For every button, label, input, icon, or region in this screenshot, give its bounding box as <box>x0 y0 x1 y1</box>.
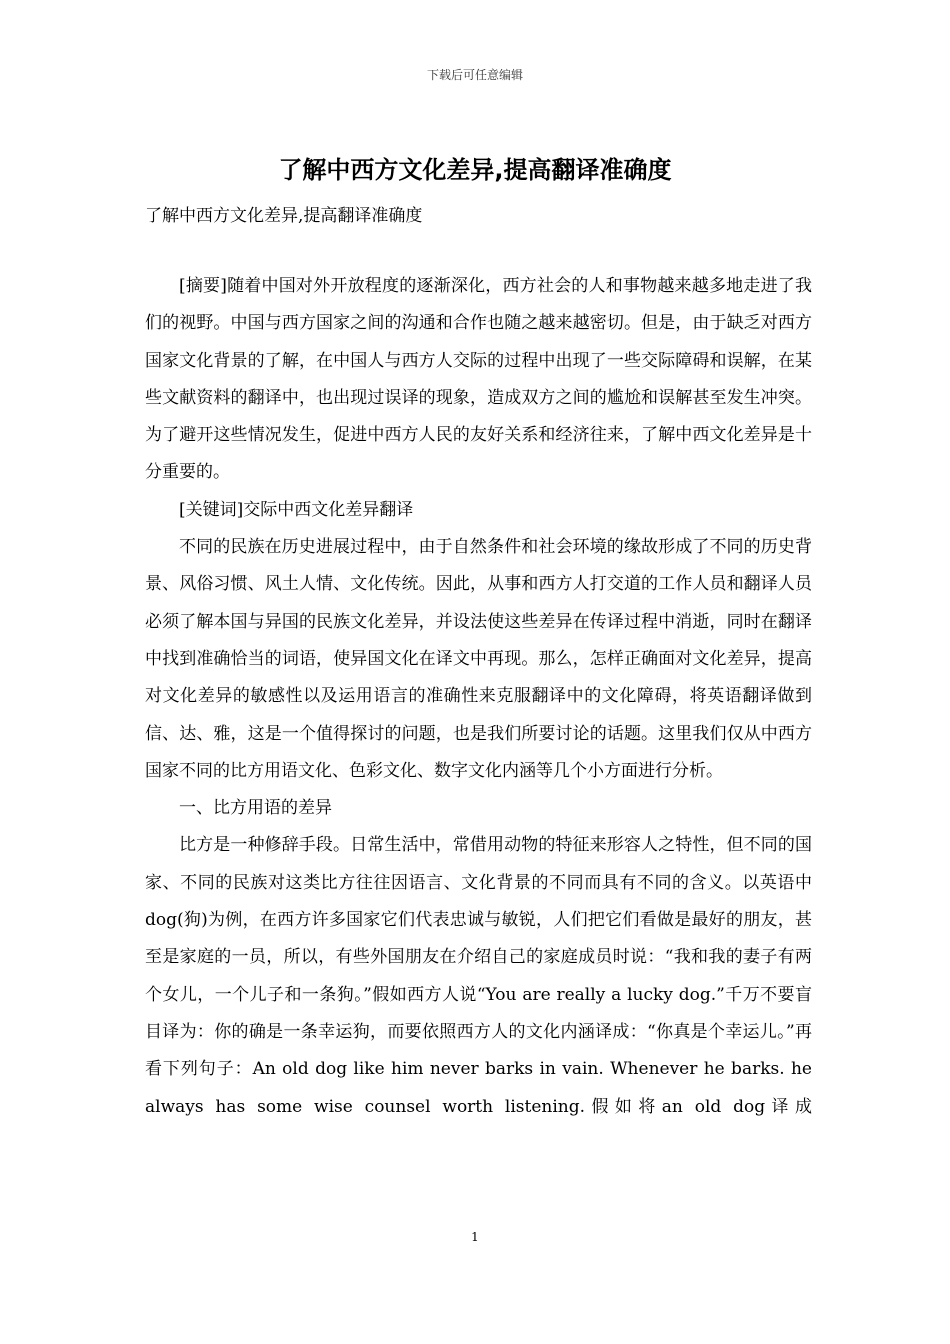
body-paragraph: 比方是一种修辞手段。日常生活中，常借用动物的特征来形容人之特性，但不同的国家、不同的民族对这类比方往往因语言、文化背景的不同而具有不同的含义。以英语中dog(狗)为例，在西方许多国家它们代表忠诚与敏锐，人们把它们看做是最好的朋友，甚至是家庭的一员，所以，有些外国朋友在介绍自己的家庭成员时说：“我和我的妻子有两个女儿，一个儿子和一条狗。”假如西方人说“You are really a lucky dog.”千万不要盲目译为：你的确是一条幸运狗，而要依照西方人的文化内涵译成：“你真是个幸运儿。”再看下列句子：An old dog like him never barks in vain. Whenever he barks. he always has some wise counsel worth listening.假如将an old dog译成 <box>145 835 812 1117</box>
keywords-paragraph: [关键词]交际中西文化差异翻译 <box>179 499 414 520</box>
document-title: 了解中西方文化差异,提高翻译准确度 <box>278 156 672 184</box>
intro-paragraph: 不同的民族在历史进展过程中，由于自然条件和社会环境的缘故形成了不同的历史背景、风俗习惯、风土人情、文化传统。因此，从事和西方人打交道的工作人员和翻译人员必须了解本国与异国的民族文化差异，并设法使这些差异在传译过程中消逝，同时在翻译中找到准确恰当的词语，使异国文化在译文中再现。那么，怎样正确面对文化差异，提高对文化差异的敏感性以及运用语言的准确性来克服翻译中的文化障碍，将英语翻译做到信、达、雅，这是一个值得探讨的问题，也是我们所要讨论的话题。这里我们仅从中西方国家不同的比方用语文化、色彩文化、数字文化内涵等几个小方面进行分析。 <box>145 537 812 781</box>
abstract-paragraph: [摘要]随着中国对外开放程度的逐渐深化，西方社会的人和事物越来越多地走进了我们的视野。中国与西方国家之间的沟通和合作也随之越来越密切。但是，由于缺乏对西方国家文化背景的了解，在中国人与西方人交际的过程中出现了一些交际障碍和误解，在某些文献资料的翻译中，也出现过误译的现象，造成双方之间的尴尬和误解甚至发生冲突。为了避开这些情况发生，促进中西方人民的友好关系和经济往来，了解中西文化差异是十分重要的。 <box>145 276 812 483</box>
section-heading: 一、比方用语的差异 <box>179 798 332 819</box>
header-note: 下载后可任意编辑 <box>426 68 523 82</box>
document-body <box>145 268 812 1126</box>
document-subtitle: 了解中西方文化差异,提高翻译准确度 <box>145 206 423 226</box>
page-number: 1 <box>471 1230 479 1244</box>
